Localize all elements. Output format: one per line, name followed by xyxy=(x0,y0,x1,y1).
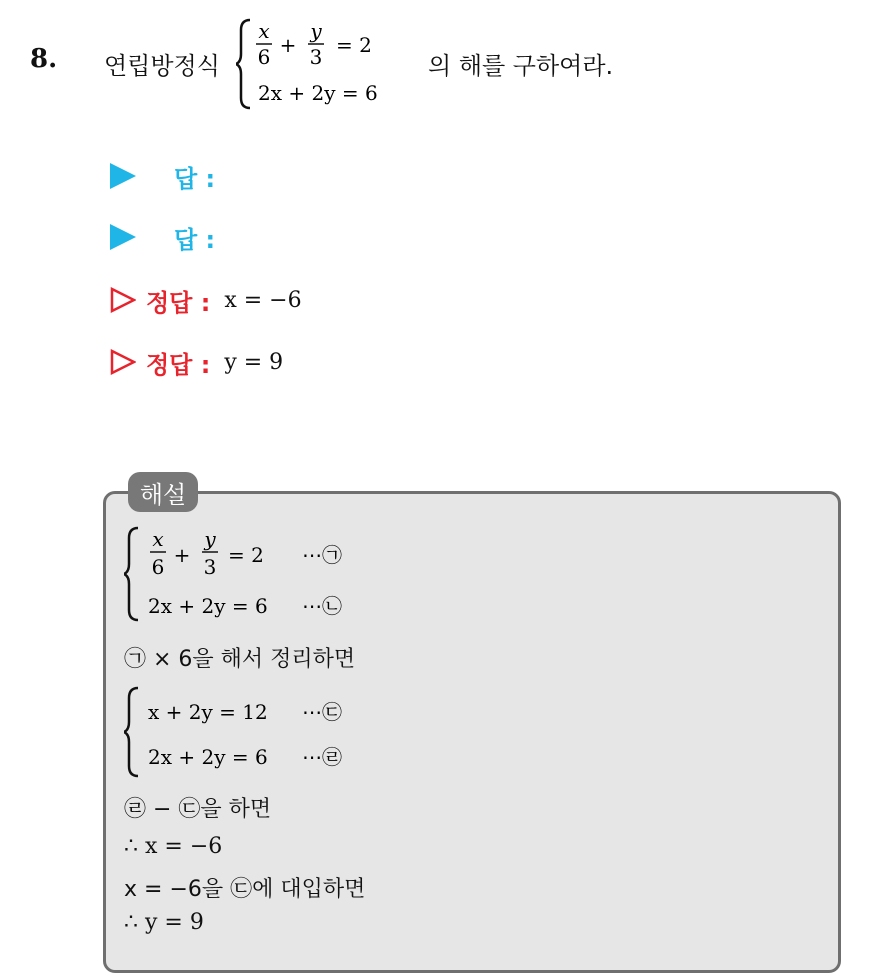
left-brace xyxy=(124,528,138,620)
s-frac1-num: x xyxy=(152,527,164,551)
s-frac2-den: 3 xyxy=(203,555,217,579)
tag-rieul: ⋯㉣ xyxy=(302,745,342,769)
q-frac2-den: 3 xyxy=(309,45,323,69)
s-frac1-den: 6 xyxy=(151,555,165,579)
question-number: 8. xyxy=(30,44,58,74)
outline-triangle-icon xyxy=(110,349,136,375)
left-brace xyxy=(124,688,138,776)
correct-label: 정답 : xyxy=(146,350,211,379)
solution-result-1: ∴ x = −6 xyxy=(124,834,223,859)
q-frac1-num: x xyxy=(258,19,270,43)
correct-label: 정답 : xyxy=(146,288,211,317)
tag-giyeok: ⋯㉠ xyxy=(302,543,342,567)
question-equation-system xyxy=(236,14,406,114)
s-eq2: 2x + 2y = 6 xyxy=(148,594,268,618)
s2-eq1: x + 2y = 12 xyxy=(148,700,268,724)
solution-step-3: x = −6을 ㉢에 대입하면 xyxy=(124,877,366,902)
solution-system-1 xyxy=(124,524,384,624)
correct-value: y = 9 xyxy=(224,349,284,375)
q-eq2: 2x + 2y = 6 xyxy=(258,81,378,105)
correct-row-1 xyxy=(110,285,302,315)
q-eq1-rhs: = 2 xyxy=(336,33,372,57)
correct-value: x = −6 xyxy=(224,287,302,313)
s-frac2-num: y xyxy=(204,527,216,551)
solution-tab: 해설 xyxy=(128,472,198,512)
q-frac1-den: 6 xyxy=(257,45,271,69)
solution-system-2 xyxy=(124,684,384,780)
correct-row-2 xyxy=(110,347,283,377)
answer-row-1 xyxy=(110,161,215,191)
s2-eq2: 2x + 2y = 6 xyxy=(148,745,268,769)
answer-row-2 xyxy=(110,222,215,252)
s-plus: + xyxy=(173,543,191,567)
play-triangle-icon xyxy=(110,163,136,189)
question-suffix: 의 해를 구하여라. xyxy=(428,52,614,80)
question-prefix: 연립방정식 xyxy=(104,52,220,80)
outline-triangle-icon xyxy=(110,287,136,313)
q-plus: + xyxy=(279,33,297,57)
solution-step-2: ㉣ − ㉢을 하면 xyxy=(124,797,272,822)
answer-label: 답 : xyxy=(174,225,216,254)
solution-result-2: ∴ y = 9 xyxy=(124,910,204,935)
s-eq1-rhs: = 2 xyxy=(228,543,264,567)
answer-label: 답 : xyxy=(174,164,216,193)
left-brace xyxy=(236,20,250,108)
solution-step-1: ㉠ × 6을 해서 정리하면 xyxy=(124,647,356,672)
tag-digeut: ⋯㉢ xyxy=(302,700,342,724)
play-triangle-icon xyxy=(110,224,136,250)
tag-nieun: ⋯㉡ xyxy=(302,594,342,618)
q-frac2-num: y xyxy=(310,19,322,43)
